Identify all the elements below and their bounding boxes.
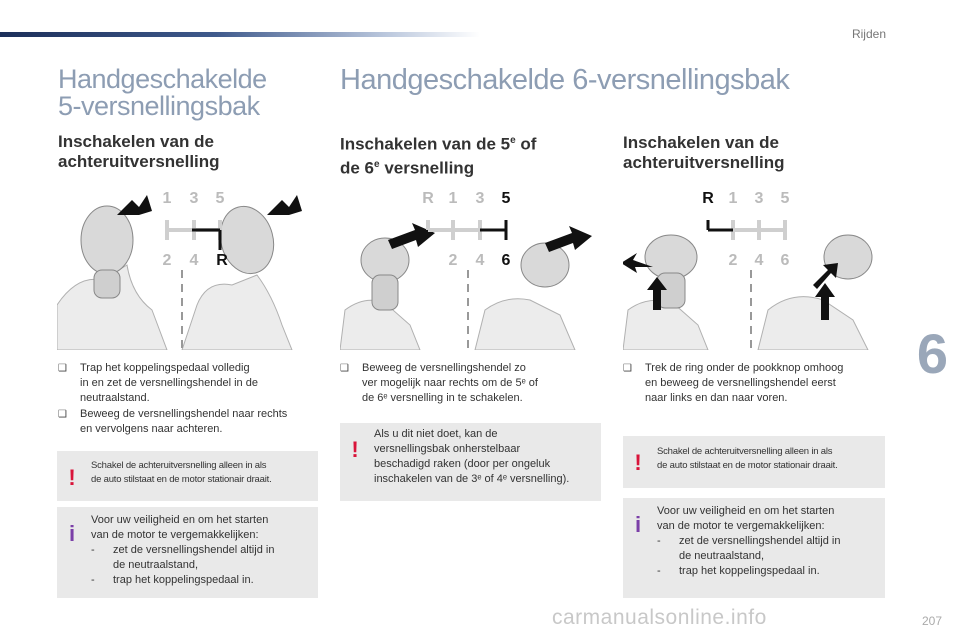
- checkbox-icon: ❑: [58, 363, 67, 374]
- subtitle-line: de 6e versnelling: [340, 158, 475, 178]
- gear-label: 3: [189, 190, 199, 207]
- text-line: Beweeg de versnellingshendel zo: [362, 362, 526, 374]
- gear-label: 5: [215, 190, 225, 207]
- gear-knob-shape: [372, 275, 398, 310]
- gear-label: 3: [475, 190, 485, 207]
- text-line: Schakel de achteruitversnelling alleen in als: [91, 460, 267, 471]
- subtitle-line: achteruitversnelling: [623, 153, 785, 172]
- gear-label: 2: [162, 252, 172, 269]
- gear-label: 2: [728, 252, 738, 269]
- info-icon: i: [634, 512, 642, 537]
- list-item: - trap het koppelingspedaal in.: [657, 564, 879, 579]
- gear-label: 1: [728, 190, 738, 207]
- gear-knob-shape: [521, 243, 569, 287]
- text-line: de neutraalstand,: [113, 559, 199, 571]
- subtitle-line: Inschakelen van de 5e of: [340, 134, 537, 154]
- gear-label: 5: [780, 190, 790, 207]
- gear-label: 4: [754, 252, 764, 269]
- text-line: zet de versnellingshendel altijd in: [679, 535, 841, 547]
- list-item: - zet de versnellingshendel altijd in de neutraalstand,: [657, 534, 879, 564]
- warning-icon: !: [68, 465, 76, 490]
- text-line: de auto stilstaat en de motor stationair draait.: [91, 474, 272, 485]
- warning-box: [57, 451, 318, 501]
- gear-label: 2: [448, 252, 458, 269]
- text-line: Als u dit niet doet, kan de: [374, 428, 498, 440]
- text-line: Trek de ring onder de pookknop omhoog: [645, 362, 844, 374]
- page-number: 207: [921, 614, 942, 628]
- subtitle-reverse-6-speed: [623, 133, 785, 173]
- gear-knob-shape: [657, 273, 685, 308]
- subtitle-5th-6th-gear: [340, 131, 536, 178]
- gear-label-fifth: 5: [501, 190, 511, 207]
- subtitle-line: Inschakelen van de: [623, 133, 779, 152]
- subtitle-reverse-5-speed: [58, 132, 220, 172]
- text-line: in en zet de versnellingshendel in de: [80, 377, 258, 389]
- gear-label: 4: [475, 252, 485, 269]
- title-line: 5-versnellingsbak: [58, 91, 260, 121]
- gear-knob-shape: [81, 206, 133, 274]
- list-item: [623, 361, 885, 406]
- gear-label: 3: [754, 190, 764, 207]
- gear-label-reverse: R: [702, 190, 714, 207]
- info-icon: i: [68, 521, 76, 546]
- text-line: zet de versnellingshendel altijd in: [113, 544, 275, 556]
- section-title-5-speed: [58, 66, 267, 120]
- gear-lever-illustration-reverse-6-speed: [623, 185, 883, 350]
- text-line: de 6ᵉ versnelling in te schakelen.: [362, 392, 523, 404]
- text-line: naar links en dan naar voren.: [645, 392, 788, 404]
- arrow-icon: [267, 195, 302, 215]
- chapter-number-tab: 6: [916, 322, 948, 385]
- text-line: Beweeg de versnellingshendel naar rechts: [80, 408, 288, 420]
- warning-icon: !: [634, 450, 642, 475]
- subtitle-line: Inschakelen van de: [58, 132, 214, 151]
- info-box: [623, 498, 885, 598]
- text-line: trap het koppelingspedaal in.: [113, 574, 254, 586]
- text-line: de auto stilstaat en de motor stationair draait.: [657, 460, 838, 471]
- gear-lever-illustration-5th-6th: [340, 185, 600, 350]
- instructions-5-speed: [58, 361, 318, 438]
- section-title-6-speed: Handgeschakelde 6-versnellingsbak: [340, 64, 790, 96]
- text-line: en vervolgens naar achteren.: [80, 423, 223, 435]
- warning-box: [623, 436, 885, 488]
- text-line: neutraalstand.: [80, 392, 150, 404]
- gear-knob-shape: [94, 270, 120, 298]
- header-color-bar: [0, 32, 480, 37]
- gear-label: 4: [189, 252, 199, 269]
- list-item: [58, 361, 318, 406]
- subtitle-line: achteruitversnelling: [58, 152, 220, 171]
- text-line: Voor uw veiligheid en om het starten: [657, 505, 835, 517]
- checkbox-icon: ❑: [58, 409, 67, 420]
- arrow-icon: [117, 195, 152, 215]
- chapter-label: Rijden: [851, 27, 886, 41]
- text-line: de neutraalstand,: [679, 550, 765, 562]
- gear-label: 1: [162, 190, 172, 207]
- text-line: en beweeg de versnellingshendel eerst: [645, 377, 836, 389]
- text-line: Trap het koppelingspedaal volledig: [80, 362, 250, 374]
- text-line: Schakel de achteruitversnelling alleen in als: [657, 446, 833, 457]
- checkbox-icon: ❑: [340, 363, 349, 374]
- list-item: [58, 407, 318, 437]
- instructions-reverse-6-speed: [623, 361, 885, 407]
- title-line: Handgeschakelde: [58, 64, 267, 94]
- warning-box: [340, 423, 601, 501]
- text-line: inschakelen van de 3ᵉ of 4ᵉ versnelling).: [374, 473, 570, 485]
- text-line: Voor uw veiligheid en om het starten: [91, 514, 269, 526]
- gear-lever-illustration-5-speed: [57, 185, 317, 350]
- instructions-5th-6th: [340, 361, 600, 407]
- text-line: ver mogelijk naar rechts om de 5ᵉ of: [362, 377, 538, 389]
- text-line: van de motor te vergemakkelijken:: [657, 520, 825, 532]
- text-line: versnellingsbak onherstelbaar: [374, 443, 521, 455]
- gear-knob-shape: [645, 235, 697, 279]
- checkbox-icon: ❑: [623, 363, 632, 374]
- arrow-icon: [545, 226, 592, 252]
- list-item: - trap het koppelingspedaal in.: [91, 573, 312, 588]
- list-item: - zet de versnellingshendel altijd in de neutraalstand,: [91, 543, 312, 573]
- info-box: [57, 507, 318, 598]
- warning-icon: !: [351, 437, 359, 462]
- gear-label-reverse: R: [216, 252, 228, 269]
- text-line: van de motor te vergemakkelijken:: [91, 529, 259, 541]
- watermark: carmanualsonline.info: [552, 606, 767, 629]
- text-line: beschadigd raken (door per ongeluk: [374, 458, 551, 470]
- gear-label: 1: [448, 190, 458, 207]
- gear-label-sixth: 6: [501, 252, 511, 269]
- gear-label: R: [422, 190, 434, 207]
- list-item: [340, 361, 600, 406]
- text-line: trap het koppelingspedaal in.: [679, 565, 820, 577]
- gear-label: 6: [780, 252, 790, 269]
